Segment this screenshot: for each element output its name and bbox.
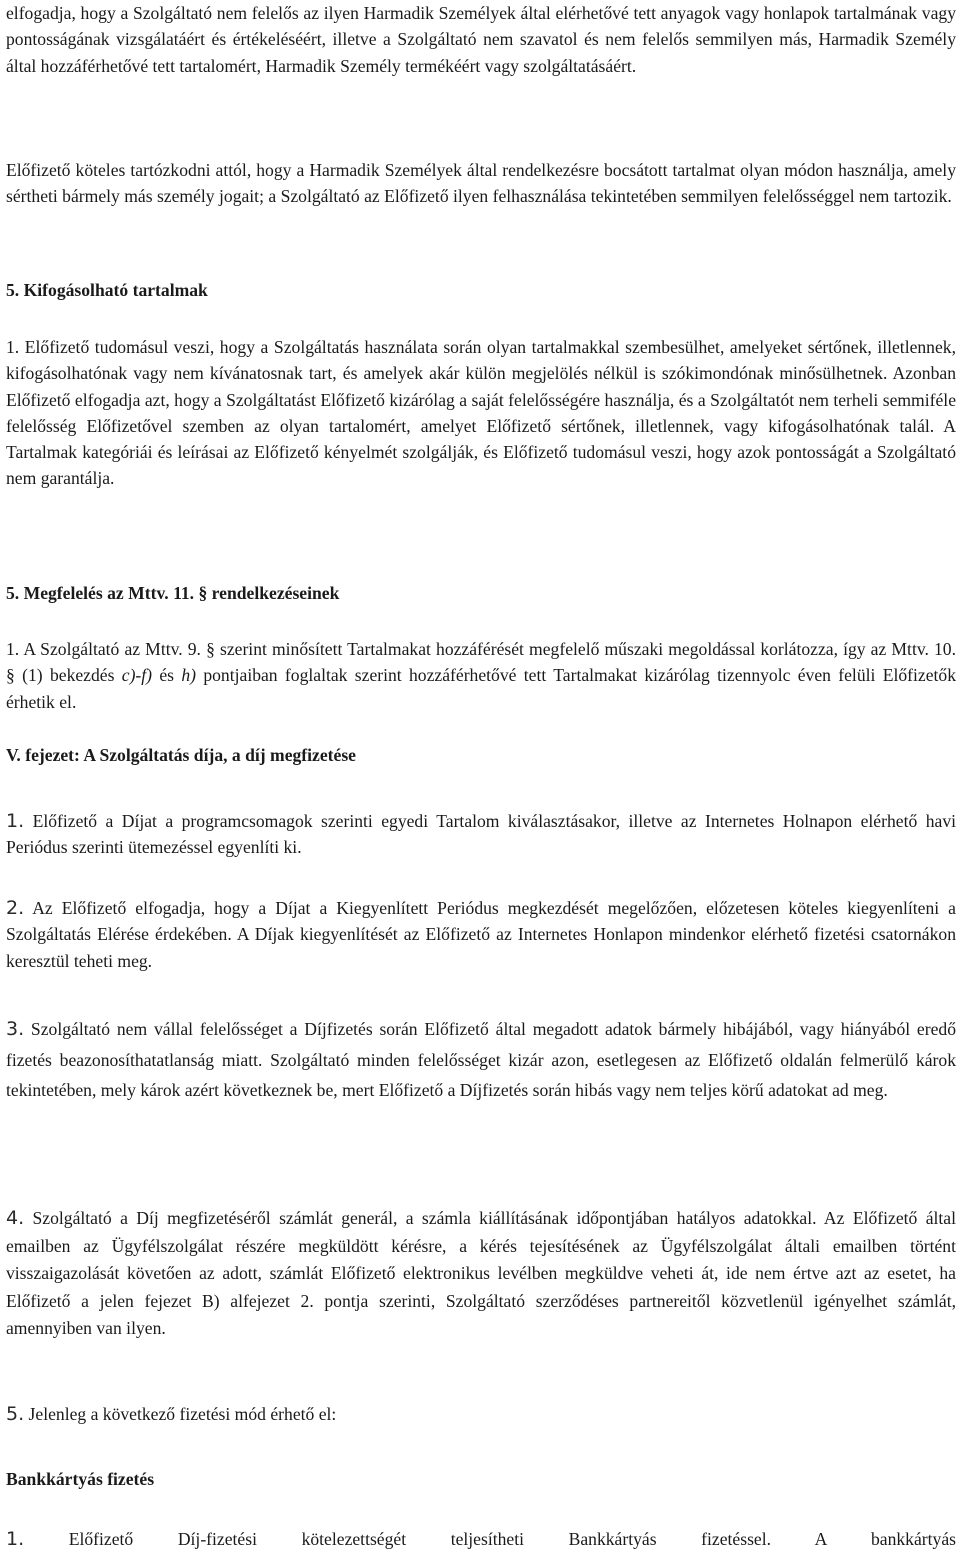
mttv-point-h: h) — [181, 665, 197, 686]
fee-item-3-text: Szolgáltató nem vállal felelősséget a Díjfizetés során Előfizető által megadott adatok bármely hibájából, vagy hiányából eredő fizetés beazonosíthatatlanság miatt. Szolgáltató minden felelősséget kizár azon, esetlegesen az Előfizető oldalán felmerülő károk tekintetében, mely károk azért következnek be, mert Előfizető a Díjfizetés során hibás vagy nem teljes körű adatokat ad meg. — [6, 1019, 956, 1101]
paragraph-objectionable-content: 1. Előfizető tudomásul veszi, hogy a Szolgáltatás használata során olyan tartalmakkal szembesülhet, amelyeket sértőnek, illetlennek, kifogásolhatónak vagy nem kívánatosnak tart, és amelyek akár külön megjelölés nélkül is szókimondónak minősülhetnek. Azonban Előfizető elfogadja azt, hogy a Szolgáltatást Előfizető kizárólag a saját felelősségére használja, és a Szolgáltatót nem terheli semmiféle felelősség Előfizetővel szemben az olyan tartalomért, amelyet Előfizető sértőnek, illetlennek, vagy kifogásolhatónak talál. A Tartalmak kategóriái és leírásai az Előfizető kényelmét szolgálják, és Előfizető tudomásul veszi, hogy azok pontosságát a Szolgáltató nem garantálja. — [6, 337, 956, 489]
mttv-text-b: és — [152, 665, 182, 686]
card-payment-item-1-text: Előfizető Díj-fizetési kötelezettségét teljesítheti Bankkártyás fizetéssel. A bankkártyás — [24, 1529, 956, 1549]
mttv-text-a: 1. A Szolgáltató az Mttv. 9. § szerint minősített Tartalmakat hozzáférését megfelelő műszaki megoldással korlátozza, így az Mttv. 10. § (1) bekezdés — [6, 639, 956, 686]
item-number: 1. — [6, 1528, 25, 1550]
item-number: 1. — [6, 810, 25, 832]
item-number: 2. — [6, 897, 25, 919]
fee-item-5-text: Jelenleg a következő fizetési mód érhető el: — [24, 1404, 337, 1424]
fee-item-2-text: Az Előfizető elfogadja, hogy a Díjat a Kiegyenlített Periódus megkezdését megelőzően, előzetesen köteles kiegyenlíteni a Szolgáltatás Elérése érdekében. A Díjak kiegyenlítését az Előfizető az Internetes Honlapon mindenkor elérhető fizetési csatornákon keresztül teheti meg. — [6, 898, 956, 971]
item-number: 3. — [6, 1018, 25, 1040]
paragraph-third-party-liability: elfogadja, hogy a Szolgáltató nem felelős az ilyen Harmadik Személyek által elérhetővé tett anyagok vagy honlapok tartalmának vagy pontosságának vizsgálatáért és értékeléséért, illetve a Szolgáltató nem szavatol és nem felelős semmilyen más, Harmadik Személy által hozzáférhetővé tett tartalomért, Harmadik Személy termékéért vagy szolgáltatásáért. — [6, 3, 956, 76]
heading-mttv-compliance: 5. Megfelelés az Mttv. 11. § rendelkezéseinek — [6, 583, 340, 603]
item-number: 5. — [6, 1403, 25, 1425]
fee-item-2 — [6, 895, 956, 974]
heading-objectionable-content: 5. Kifogásolható tartalmak — [6, 280, 208, 300]
mttv-points-range: c)-f) — [121, 665, 153, 686]
card-payment-item-1 — [6, 1526, 956, 1552]
item-number: 4. — [6, 1207, 25, 1229]
heading-chapter-v-fees: V. fejezet: A Szolgáltatás díja, a díj megfizetése — [6, 745, 356, 765]
heading-card-payment: Bankkártyás fizetés — [6, 1469, 155, 1489]
fee-item-4 — [6, 1205, 956, 1343]
fee-item-3 — [6, 1014, 956, 1106]
fee-item-1-text: Előfizető a Díjat a programcsomagok szerinti egyedi Tartalom kiválasztásakor, illetve az Internetes Holnapon elérhető havi Periódus szerinti ütemezéssel egyenlíti ki. — [6, 811, 956, 858]
paragraph-mttv-compliance — [6, 636, 956, 715]
paragraph-subscriber-obligation: Előfizető köteles tartózkodni attól, hogy a Harmadik Személyek által rendelkezésre bocsátott tartalmat olyan módon használja, amely sértheti bármely más személy jogait; a Szolgáltató az Előfizető ilyen felhasználása tekintetében semmilyen felelősséggel nem tartozik. — [6, 160, 956, 207]
mttv-text-c: pontjaiban foglaltak szerint hozzáférhetővé tett Tartalmakat kizárólag tizennyolc éven felüli Előfizetők érhetik el. — [6, 665, 956, 712]
fee-item-4-text: Szolgáltató a Díj megfizetéséről számlát generál, a számla kiállításának időpontjában hatályos adatokkal. Az Előfizető által emailben az Ügyfélszolgálat részére megküldött kérésre, a kérés tejesítésének az Ügyfélszolgálat általi emailben történt visszaigazolását követően az adott, számlát Előfizető elektronikus levélben megküldve veheti át, ide nem értve azt az esetet, ha Előfizető a jelen fejezet B) alfejezet 2. pontja szerinti, Szolgáltató szerződéses partnereitől közvetlenül igényelhet számlát, amennyiben van ilyen. — [6, 1208, 956, 1338]
fee-item-5 — [6, 1401, 956, 1427]
fee-item-1 — [6, 808, 956, 861]
